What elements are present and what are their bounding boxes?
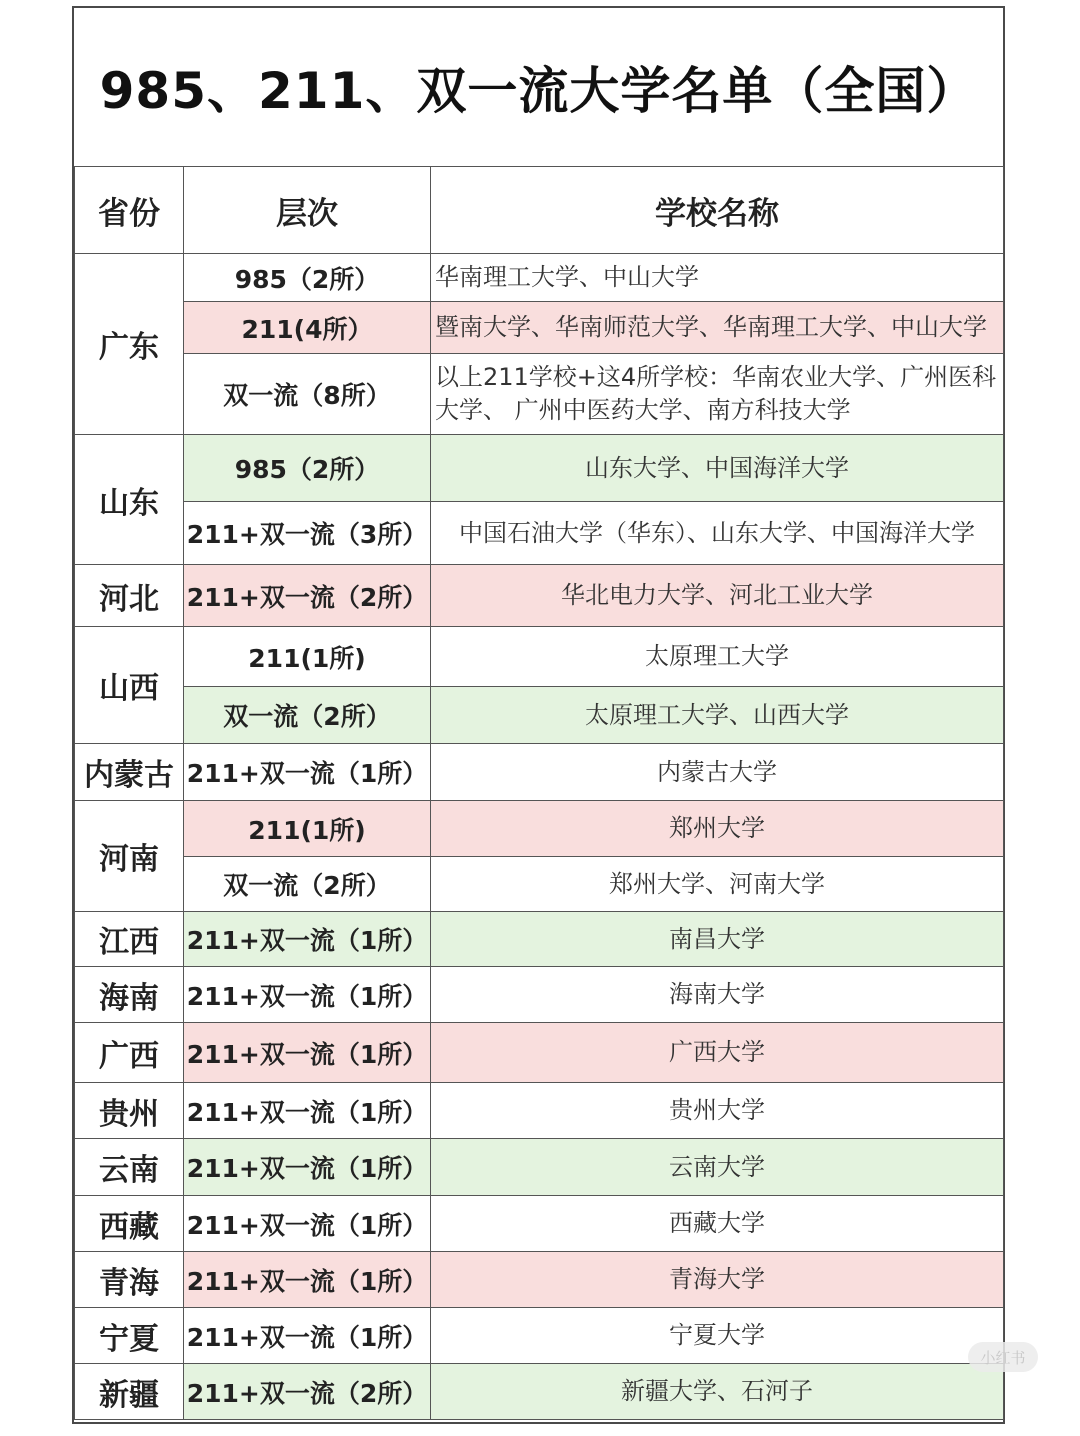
table-row <box>75 1139 1004 1196</box>
table-row <box>75 302 1004 354</box>
schools-cell: 华南理工大学、中山大学 <box>431 254 1004 302</box>
level-cell: 211+双一流（1所） <box>184 1023 431 1083</box>
table-row <box>75 1308 1004 1364</box>
table-row <box>75 687 1004 744</box>
level-cell: 双一流（2所） <box>184 687 431 744</box>
schools-cell: 内蒙古大学 <box>431 744 1004 801</box>
schools-cell: 太原理工大学 <box>431 627 1004 687</box>
province-cell: 贵州 <box>75 1083 184 1139</box>
level-cell: 211+双一流（1所） <box>184 1252 431 1308</box>
schools-cell: 青海大学 <box>431 1252 1004 1308</box>
schools-cell: 山东大学、中国海洋大学 <box>431 435 1004 502</box>
province-cell: 宁夏 <box>75 1308 184 1364</box>
table-row <box>75 857 1004 912</box>
province-cell: 江西 <box>75 912 184 967</box>
province-cell: 河北 <box>75 565 184 627</box>
schools-cell: 郑州大学 <box>431 801 1004 857</box>
table-row <box>75 912 1004 967</box>
level-cell: 211+双一流（2所） <box>184 565 431 627</box>
schools-cell: 太原理工大学、山西大学 <box>431 687 1004 744</box>
province-cell: 内蒙古 <box>75 744 184 801</box>
province-cell: 西藏 <box>75 1196 184 1252</box>
schools-cell: 云南大学 <box>431 1139 1004 1196</box>
schools-cell: 以上211学校+这4所学校：华南农业大学、广州医科大学、 广州中医药大学、南方科技大学 <box>431 354 1004 435</box>
table-row <box>75 744 1004 801</box>
schools-cell: 华北电力大学、河北工业大学 <box>431 565 1004 627</box>
province-cell: 广西 <box>75 1023 184 1083</box>
schools-cell: 南昌大学 <box>431 912 1004 967</box>
table-row <box>75 502 1004 565</box>
header-level: 层次 <box>184 167 431 254</box>
table-row <box>75 254 1004 302</box>
province-cell: 河南 <box>75 801 184 912</box>
level-cell: 211+双一流（1所） <box>184 967 431 1023</box>
province-cell: 山东 <box>75 435 184 565</box>
level-cell: 211+双一流（1所） <box>184 1308 431 1364</box>
level-cell: 211+双一流（3所） <box>184 502 431 565</box>
schools-cell: 西藏大学 <box>431 1196 1004 1252</box>
schools-cell: 广西大学 <box>431 1023 1004 1083</box>
table-row <box>75 801 1004 857</box>
level-cell: 211(1所) <box>184 627 431 687</box>
schools-cell: 海南大学 <box>431 967 1004 1023</box>
level-cell: 985（2所） <box>184 435 431 502</box>
level-cell: 211+双一流（1所） <box>184 1196 431 1252</box>
level-cell: 211+双一流（1所） <box>184 1139 431 1196</box>
level-cell: 211(4所） <box>184 302 431 354</box>
schools-cell: 郑州大学、河南大学 <box>431 857 1004 912</box>
schools-cell: 新疆大学、石河子 <box>431 1364 1004 1420</box>
table-row <box>75 1252 1004 1308</box>
watermark-badge: 小红书 <box>968 1342 1038 1372</box>
level-cell: 211(1所) <box>184 801 431 857</box>
province-cell: 云南 <box>75 1139 184 1196</box>
schools-cell: 宁夏大学 <box>431 1308 1004 1364</box>
schools-cell: 中国石油大学（华东）、山东大学、中国海洋大学 <box>431 502 1004 565</box>
schools-cell: 贵州大学 <box>431 1083 1004 1139</box>
province-cell: 青海 <box>75 1252 184 1308</box>
province-cell: 广东 <box>75 254 184 435</box>
table-row <box>75 1023 1004 1083</box>
table-row <box>75 627 1004 687</box>
level-cell: 211+双一流（1所） <box>184 912 431 967</box>
header-schools: 学校名称 <box>431 167 1004 254</box>
level-cell: 双一流（2所） <box>184 857 431 912</box>
table-row <box>75 1364 1004 1420</box>
schools-cell: 暨南大学、华南师范大学、华南理工大学、中山大学 <box>431 302 1004 354</box>
page-title: 985、211、双一流大学名单（全国） <box>99 62 978 120</box>
level-cell: 211+双一流（1所） <box>184 1083 431 1139</box>
level-cell: 211+双一流（2所） <box>184 1364 431 1420</box>
table-row <box>75 967 1004 1023</box>
table-row <box>75 1196 1004 1252</box>
table-row <box>75 565 1004 627</box>
province-cell: 新疆 <box>75 1364 184 1420</box>
university-table <box>74 166 1004 1420</box>
level-cell: 211+双一流（1所） <box>184 744 431 801</box>
level-cell: 双一流（8所） <box>184 354 431 435</box>
table-row <box>75 435 1004 502</box>
level-cell: 985（2所） <box>184 254 431 302</box>
province-cell: 山西 <box>75 627 184 744</box>
header-province: 省份 <box>75 167 184 254</box>
university-list-sheet <box>72 6 1005 1424</box>
table-row <box>75 354 1004 435</box>
header-row <box>75 167 1004 254</box>
province-cell: 海南 <box>75 967 184 1023</box>
table-row <box>75 1083 1004 1139</box>
